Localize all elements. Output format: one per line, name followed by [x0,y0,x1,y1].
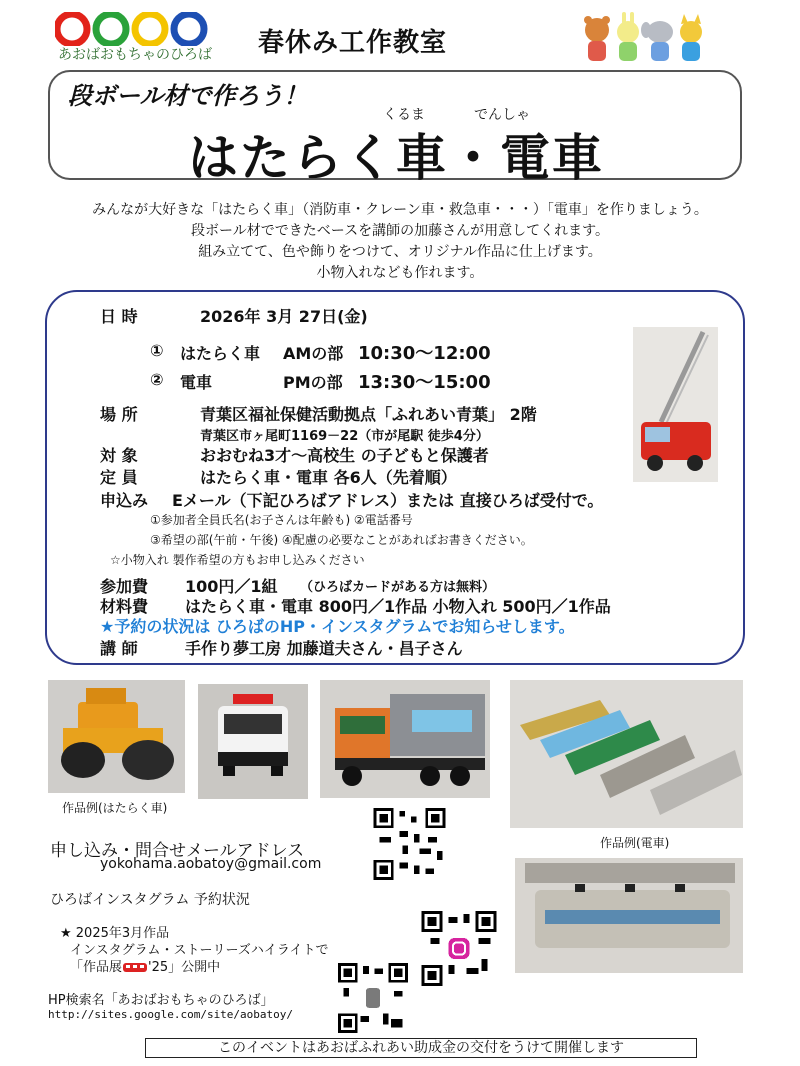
contact-email[interactable]: yokohama.aobatoy@gmail.com [100,856,322,872]
footer-note: このイベントはあおばふれあい助成金の交付をうけて開催します [145,1038,697,1058]
note-line [70,956,220,975]
reservation-notice: ★予約の状況は ひろばのHP・インスタグラムでお知らせします。 [100,617,575,636]
page-header-title: 春休み工作教室 [258,28,448,58]
main-title: はたらく車・電車 [188,129,604,187]
instructor-value: 手作り夢工房 加藤道夫さん・昌子さん [185,639,463,658]
place-value: 青葉区福祉保健活動拠点「ふれあい青葉」 2階 [200,405,537,424]
session2-number: ② [150,370,164,389]
instagram-qr-code[interactable] [420,911,498,986]
apply-note: ☆小物入れ 製作希望の方もお申し込みください [110,553,365,567]
ruby-densha: でんしゃ [474,107,530,123]
intro-line: 組み立てて、色や飾りをつけて、オリジナル作品に仕上げます。 [198,244,602,260]
contact-heading: 申し込み・問合せメールアドレス [50,841,305,861]
place-label: 場 所 [100,405,138,424]
truck-photo [320,680,490,798]
date-value: 2026年 3月 27日(金) [200,307,368,326]
fee-value: 100円／1組 [185,577,278,596]
instructor-label: 講 師 [100,639,138,658]
session2-part: PMの部 [283,373,343,392]
note-text: 「作品展 [70,960,123,975]
session2-name: 電車 [180,373,213,392]
material-label: 材料費 [100,597,149,616]
place-address: 青葉区市ヶ尾町1169－22（市が尾駅 徒歩4分） [200,429,489,444]
road-roller-photo [48,680,185,793]
intro-line: 段ボール材でできたベースを講師の加藤さんが用意してくれます。 [191,223,609,239]
hp-search-name: HP検索名「あおばおもちゃのひろば」 [48,993,274,1008]
police-car-photo [198,684,308,799]
target-value: おおむね3才〜高校生 の子どもと保護者 [200,446,489,465]
homepage-qr-code[interactable] [338,962,408,1034]
title-subtitle: 段ボール材で作ろう！ [68,82,308,110]
logo-mark [55,12,215,46]
train-closeup-photo [515,858,743,973]
logo-text: あおばおもちゃのひろば [58,47,212,63]
intro-text [40,200,760,284]
trains-photo [510,680,743,828]
intro-line: 小物入れなども作れます。 [316,265,484,281]
intro-line: みんなが大好きな「はたらく車」（消防車・クレーン車・救急車・・・）「電車」を作りましょう。 [92,202,708,218]
apply-value: Eメール（下記ひろばアドレス）または 直接ひろば受付で。 [172,491,604,510]
capacity-value: はたらく車・電車 各6人（先着順） [200,468,457,487]
session1-part: AMの部 [283,344,344,363]
train-icon [122,962,148,974]
material-value: はたらく車・電車 800円／1作品 小物入れ 500円／1作品 [185,597,611,616]
instagram-heading: ひろばインスタグラム 予約状況 [50,892,250,908]
session1-time: 10:30〜12:00 [358,343,491,364]
session1-name: はたらく車 [180,344,261,363]
email-qr-code[interactable] [372,808,447,880]
note-text: '25」公開中 [148,960,221,975]
session2-time: 13:30〜15:00 [358,372,491,393]
session1-number: ① [150,341,164,360]
caption-work-cars: 作品例(はたらく車) [62,801,168,815]
target-label: 対 象 [100,446,138,465]
capacity-label: 定 員 [100,468,138,487]
ruby-kuruma: くるま [383,107,425,123]
fee-label: 参加費 [100,577,149,596]
apply-note: ①参加者全員氏名(お子さんは年齢も) ②電話番号 [150,513,413,527]
ladder-truck-photo [633,327,718,482]
mascot-animals-illustration [580,8,710,68]
hp-url[interactable]: http://sites.google.com/site/aobatoy/ [48,1008,294,1021]
note-line: インスタグラム・ストーリーズハイライトで [70,943,329,958]
date-label: 日 時 [100,307,138,326]
note-line: ★ 2025年3月作品 [60,926,170,941]
apply-note: ③希望の部(午前・午後) ④配慮の必要なことがあればお書きください。 [150,533,533,547]
fee-note: （ひろばカードがある方は無料） [300,580,496,595]
caption-work-trains: 作品例(電車) [600,836,670,850]
apply-label: 申込み [100,491,149,510]
